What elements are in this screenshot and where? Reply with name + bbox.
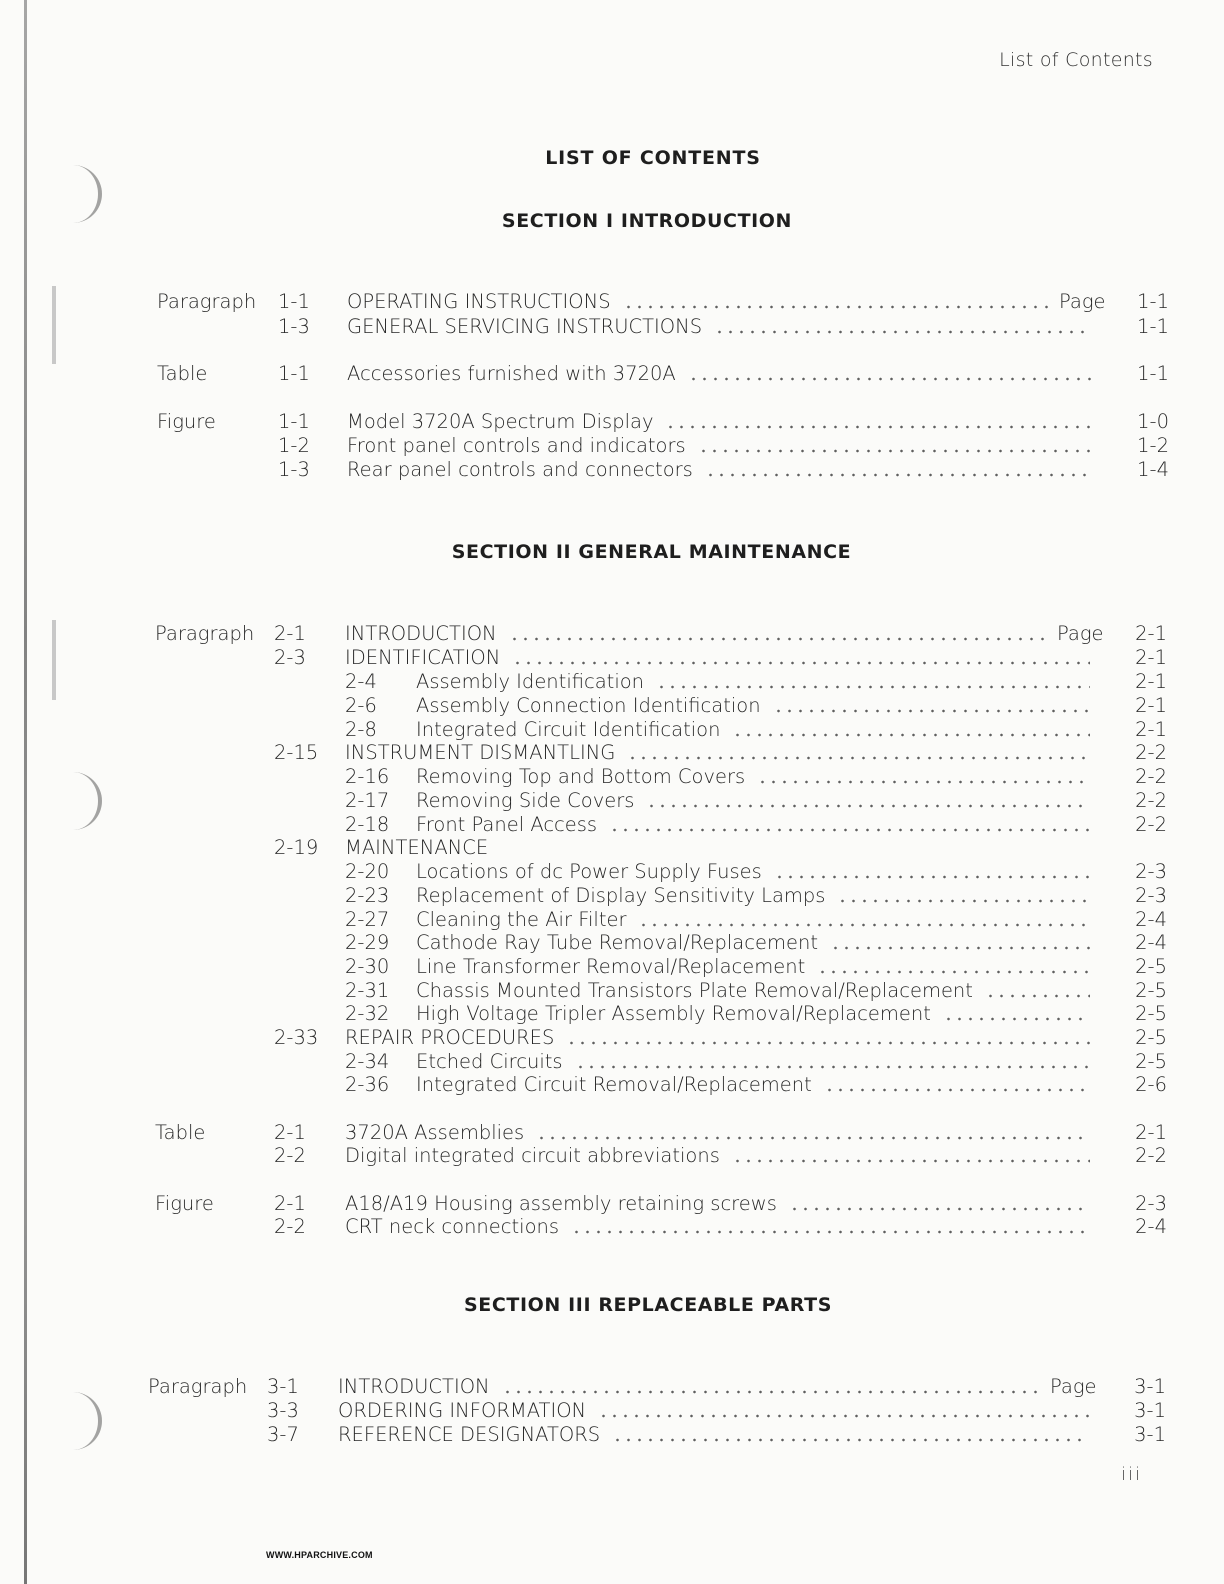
dot-leader [627,754,1090,762]
dot-leader [943,1015,1090,1023]
entry-subnumber: 2-16 [345,765,390,788]
entry-page: 2-5 [1135,979,1167,1002]
dot-leader [774,873,1090,881]
dot-leader [830,944,1090,952]
entry-page: 2-3 [1135,860,1167,883]
toc-entry[interactable] [155,765,1185,789]
page-number: iii [1120,1464,1142,1485]
dot-leader [656,683,1090,691]
toc-entry[interactable] [155,646,1185,670]
entry-kind: Paragraph [155,622,255,645]
toc-entry[interactable] [155,1073,1185,1097]
dot-leader [566,1039,1090,1047]
entry-title: MAINTENANCE [345,836,489,859]
entry-title: Accessories furnished with 3720A [347,362,676,385]
toc-entry[interactable] [155,955,1185,979]
entry-kind: Table [155,1121,206,1144]
toc-entry[interactable] [157,410,1187,434]
entry-page: 2-5 [1135,955,1167,978]
entry-page: 2-3 [1135,1192,1167,1215]
entry-number: 3-3 [267,1399,299,1422]
entry-subnumber: 2-29 [345,931,390,954]
toc-entry[interactable] [157,362,1187,386]
entry-title: IDENTIFICATION [345,646,501,669]
entry-page: 2-1 [1135,718,1167,741]
entry-page: 2-6 [1135,1073,1167,1096]
entry-subnumber: 2-32 [345,1002,390,1025]
dot-leader [732,1157,1090,1165]
dot-leader [837,897,1090,905]
entry-number: 2-19 [274,836,319,859]
toc-entry[interactable] [155,741,1185,765]
toc-entry[interactable] [148,1399,1184,1423]
section-heading-2: SECTION II GENERAL MAINTENANCE [451,541,852,563]
entry-kind: Paragraph [148,1375,248,1398]
dot-leader [789,1205,1090,1213]
entry-number: 1-3 [278,458,310,481]
entry-title: Locations of dc Power Supply Fuses [416,860,762,883]
entry-page: 1-1 [1137,290,1169,313]
binding-edge [24,0,27,1584]
toc-entry[interactable] [157,434,1187,458]
dot-leader [623,303,1051,311]
dot-leader [714,328,1092,336]
entry-title: INSTRUMENT DISMANTLING [345,741,616,764]
entry-page: 2-1 [1135,1121,1167,1144]
page-label: Page [1059,290,1106,313]
dot-leader [512,659,1090,667]
dot-leader [612,1436,1089,1444]
toc-entry[interactable] [155,694,1185,718]
dot-leader [688,375,1092,383]
dot-leader [646,802,1090,810]
toc-entry[interactable] [155,1144,1185,1168]
toc-entry[interactable] [155,1192,1185,1216]
entry-title: Line Transformer Removal/Replacement [416,955,806,978]
entry-title: Cleaning the Air Filter [416,908,627,931]
entry-subnumber: 2-6 [345,694,377,717]
section-heading-3: SECTION III REPLACEABLE PARTS [464,1294,832,1316]
entry-number: 2-15 [274,741,319,764]
entry-title: INTRODUCTION [345,622,497,645]
punch-hole [58,1392,102,1450]
toc-entry[interactable] [155,718,1185,742]
toc-entry[interactable] [155,1050,1185,1074]
entry-title: ORDERING INFORMATION [338,1399,587,1422]
entry-number: 1-3 [278,315,310,338]
footer-url: WWW.HPARCHIVE.COM [266,1550,373,1560]
dot-leader [824,1086,1090,1094]
entry-subnumber: 2-23 [345,884,390,907]
toc-entry[interactable] [155,908,1185,932]
entry-title: Front panel controls and indicators [347,434,686,457]
entry-subnumber: 2-20 [345,860,390,883]
entry-page: 1-2 [1137,434,1169,457]
entry-kind: Paragraph [157,290,257,313]
entry-page: 3-1 [1134,1399,1166,1422]
entry-title: Rear panel controls and connectors [347,458,693,481]
toc-entry[interactable] [148,1423,1184,1447]
toc-entry[interactable] [155,860,1185,884]
dot-leader [609,826,1090,834]
dot-leader [757,778,1090,786]
dot-leader [985,992,1090,1000]
toc-entry[interactable] [155,789,1185,813]
entry-title: Replacement of Display Sensitivity Lamps [416,884,826,907]
toc-entry[interactable] [157,315,1187,339]
entry-page: 2-3 [1135,884,1167,907]
entry-page: 2-5 [1135,1002,1167,1025]
entry-page: 2-1 [1135,646,1167,669]
dot-leader [665,423,1092,431]
dot-leader [773,707,1090,715]
entry-kind: Figure [155,1192,214,1215]
entry-page: 2-5 [1135,1050,1167,1073]
entry-page: 2-4 [1135,1215,1167,1238]
scan-mark [52,286,56,364]
dot-leader [575,1063,1090,1071]
dot-leader [638,921,1090,929]
entry-title: CRT neck connections [345,1215,560,1238]
toc-entry[interactable] [157,290,1187,314]
entry-title: Assembly Identification [416,670,645,693]
entry-page: 1-0 [1137,410,1169,433]
scan-mark [52,620,56,700]
punch-hole [58,772,102,830]
entry-subnumber: 2-34 [345,1050,390,1073]
entry-title: A18/A19 Housing assembly retaining screws [345,1192,777,1215]
entry-title: Front Panel Access [416,813,598,836]
page-label: Page [1050,1375,1097,1398]
toc-entry[interactable] [157,458,1187,482]
entry-number: 1-1 [278,290,310,313]
entry-title: Assembly Connection Identification [416,694,761,717]
entry-subnumber: 2-18 [345,813,390,836]
entry-page: 2-2 [1135,813,1167,836]
dot-leader [698,447,1092,455]
entry-subnumber: 2-27 [345,908,390,931]
page-title: LIST OF CONTENTS [545,147,761,169]
entry-title: Removing Side Covers [416,789,635,812]
entry-title: GENERAL SERVICING INSTRUCTIONS [347,315,703,338]
entry-subnumber: 2-17 [345,789,390,812]
entry-number: 2-2 [274,1144,306,1167]
entry-page: 2-2 [1135,1144,1167,1167]
entry-kind: Table [157,362,208,385]
entry-title: INTRODUCTION [338,1375,490,1398]
toc-entry[interactable] [155,931,1185,955]
entry-kind: Figure [157,410,216,433]
toc-entry[interactable] [155,1215,1185,1239]
toc-entry[interactable] [148,1375,1184,1399]
entry-subnumber: 2-30 [345,955,390,978]
entry-number: 2-33 [274,1026,319,1049]
entry-number: 3-1 [267,1375,299,1398]
entry-page: 2-1 [1135,694,1167,717]
dot-leader [598,1412,1089,1420]
entry-page: 2-4 [1135,931,1167,954]
entry-page: 1-1 [1137,362,1169,385]
entry-number: 2-1 [274,1121,306,1144]
entry-title: Removing Top and Bottom Covers [416,765,746,788]
entry-subnumber: 2-8 [345,718,377,741]
entry-page: 2-5 [1135,1026,1167,1049]
entry-title: Chassis Mounted Transistors Plate Removal/Replacement [416,979,973,1002]
entry-title: Etched Circuits [416,1050,563,1073]
section-heading-1: SECTION I INTRODUCTION [501,210,793,232]
entry-page: 2-1 [1135,622,1167,645]
entry-title: REFERENCE DESIGNATORS [338,1423,601,1446]
toc-entry[interactable] [155,836,1185,860]
dot-leader [571,1228,1090,1236]
entry-page: 1-4 [1137,458,1169,481]
dot-leader [817,968,1090,976]
entry-title: OPERATING INSTRUCTIONS [347,290,611,313]
entry-title: Model 3720A Spectrum Display [347,410,654,433]
entry-subnumber: 2-31 [345,979,390,1002]
entry-number: 3-7 [267,1423,299,1446]
toc-entry[interactable] [155,813,1185,837]
toc-entry[interactable] [155,979,1185,1003]
dot-leader [732,731,1090,739]
toc-entry[interactable] [155,1002,1185,1026]
dot-leader [536,1134,1090,1142]
entry-page: 3-1 [1134,1423,1166,1446]
entry-title: REPAIR PROCEDURES [345,1026,555,1049]
entry-number: 1-2 [278,434,310,457]
entry-number: 1-1 [278,362,310,385]
entry-subnumber: 2-36 [345,1073,390,1096]
entry-title: High Voltage Tripler Assembly Removal/Replacement [416,1002,931,1025]
entry-page: 2-1 [1135,670,1167,693]
page-label: Page [1057,622,1104,645]
entry-number: 2-1 [274,622,306,645]
entry-number: 2-1 [274,1192,306,1215]
toc-entry[interactable] [155,1026,1185,1050]
entry-page: 2-2 [1135,741,1167,764]
entry-number: 1-1 [278,410,310,433]
entry-title: 3720A Assemblies [345,1121,525,1144]
entry-title: Integrated Circuit Removal/Replacement [416,1073,812,1096]
entry-number: 2-3 [274,646,306,669]
toc-entry[interactable] [155,670,1185,694]
entry-title: Integrated Circuit Identification [416,718,721,741]
toc-entry[interactable] [155,622,1185,646]
entry-page: 2-2 [1135,765,1167,788]
entry-subnumber: 2-4 [345,670,377,693]
entry-title: Cathode Ray Tube Removal/Replacement [416,931,818,954]
toc-entry[interactable] [155,1121,1185,1145]
entry-page: 2-2 [1135,789,1167,812]
toc-entry[interactable] [155,884,1185,908]
dot-leader [502,1388,1042,1396]
entry-page: 2-4 [1135,908,1167,931]
entry-title: Digital integrated circuit abbreviations [345,1144,720,1167]
dot-leader [509,635,1049,643]
entry-page: 3-1 [1134,1375,1166,1398]
running-head: List of Contents [999,49,1153,71]
entry-number: 2-2 [274,1215,306,1238]
dot-leader [705,471,1092,479]
entry-page: 1-1 [1137,315,1169,338]
